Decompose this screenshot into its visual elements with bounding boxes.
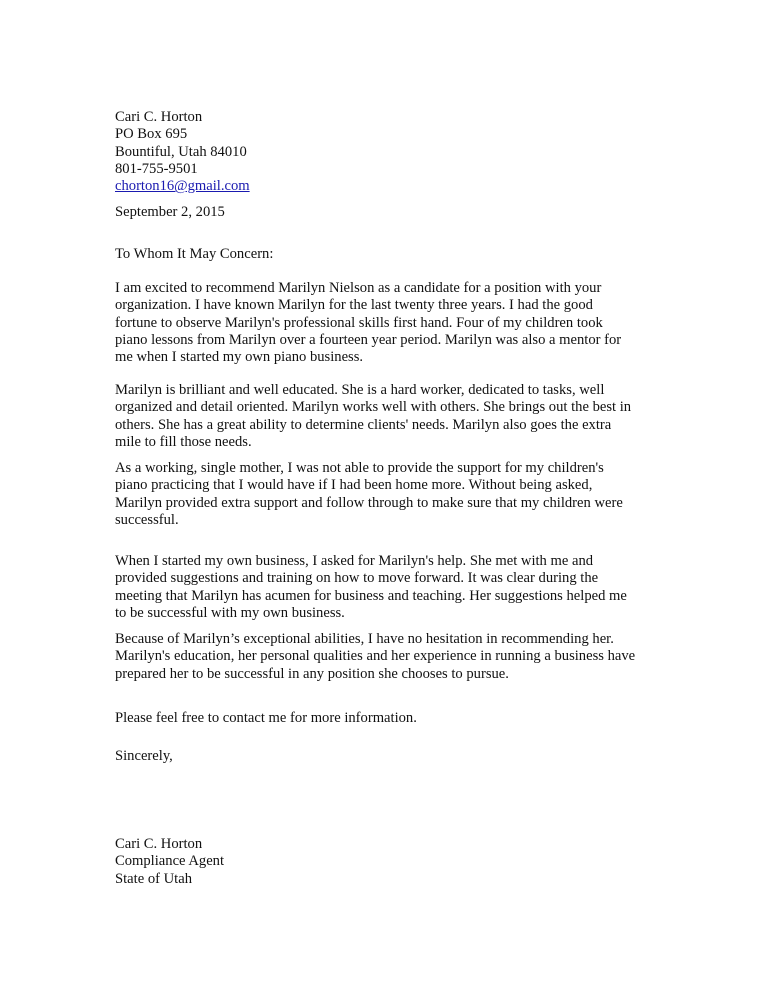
paragraph-2 [115, 382, 631, 451]
paragraph-4 [115, 553, 627, 622]
paragraph-line: mile to fill those needs. [115, 433, 252, 450]
sender-address-line-1: PO Box 695 [115, 126, 188, 143]
letter-date: September 2, 2015 [115, 204, 225, 220]
paragraph-line: to be successful with my own business. [115, 604, 345, 621]
signature-name: Cari C. Horton [115, 836, 203, 852]
paragraph-line: Because of Marilyn’s exceptional abilities, I have no hesitation in recommending her. [115, 631, 614, 647]
closing-line: Please feel free to contact me for more information. [115, 710, 417, 726]
paragraph-line: piano lessons from Marilyn over a fourteen year period. Marilyn was also a mentor for [115, 331, 622, 348]
signature-block [115, 836, 224, 888]
paragraph-line: successful. [115, 511, 179, 528]
paragraph-1 [115, 280, 621, 366]
sender-block [115, 109, 250, 195]
paragraph-line: prepared her to be successful in any position she chooses to pursue. [115, 665, 509, 682]
signature-title: Compliance Agent [115, 853, 225, 870]
paragraph-line: When I started my own business, I asked for Marilyn's help. She met with me and [115, 553, 594, 569]
valediction: Sincerely, [115, 748, 173, 764]
paragraph-line: organization. I have known Marilyn for the last twenty three years. I had the good [115, 297, 593, 314]
paragraph-line: provided suggestions and training on how to move forward. It was clear during the [115, 570, 599, 587]
paragraph-line: As a working, single mother, I was not able to provide the support for my children's [115, 460, 604, 476]
paragraph-line: Marilyn's education, her personal qualities and her experience in running a business have [115, 648, 636, 665]
sender-phone: 801-755-9501 [115, 160, 198, 177]
signature-organization: State of Utah [115, 870, 193, 887]
paragraph-line: I am excited to recommend Marilyn Nielson as a candidate for a position with your [115, 280, 602, 296]
paragraph-line: organized and detail oriented. Marilyn works well with others. She brings out the best in [115, 399, 632, 416]
salutation: To Whom It May Concern: [115, 246, 274, 262]
paragraph-5 [115, 631, 635, 683]
paragraph-line: fortune to observe Marilyn's professional skills first hand. Four of my children took [115, 314, 603, 331]
paragraph-3 [115, 460, 623, 529]
paragraph-line: others. She has a great ability to determine clients' needs. Marilyn also goes the extra [115, 416, 612, 433]
paragraph-line: piano practicing that I would have if I had been home more. Without being asked, [115, 477, 593, 494]
sender-address-line-2: Bountiful, Utah 84010 [115, 143, 247, 160]
sender-name: Cari C. Horton [115, 109, 203, 125]
paragraph-line: Marilyn provided extra support and follow through to make sure that my children were [115, 494, 623, 511]
paragraph-line: me when I started my own piano business. [115, 349, 364, 366]
paragraph-line: meeting that Marilyn has acumen for business and teaching. Her suggestions helped me [115, 587, 627, 604]
paragraph-line: Marilyn is brilliant and well educated. She is a hard worker, dedicated to tasks, well [115, 382, 605, 398]
sender-email-link[interactable]: chorton16@gmail.com [115, 178, 250, 195]
